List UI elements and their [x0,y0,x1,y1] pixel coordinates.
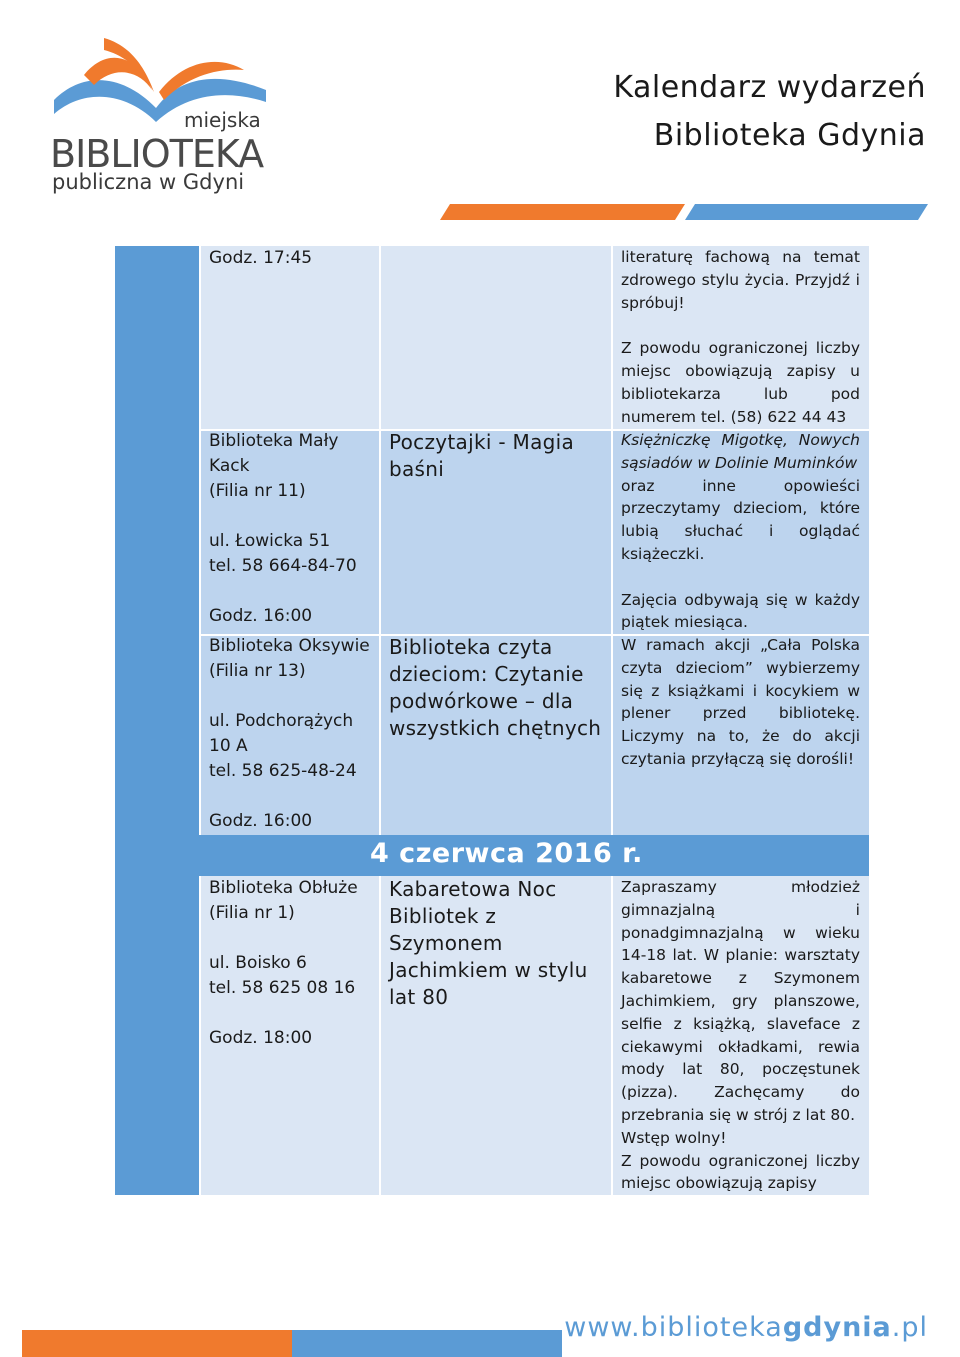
grid-line [379,876,381,1195]
row-highlight [380,430,611,835]
event-description: Zapraszamy młodzież gimnazjalną i ponadgimnazjalną w wieku 14-18 lat. W planie: warsztaty kabaretowe z Szymonem Jachimkiem, gry planszowe, selfie z książką, slaveface z ciekawymi okładkami, rewia mody lat 80, poczęstunek (pizza). Zachęcamy do przebrania się w strój z lat 80. Wstęp wolny! Z powodu ograniczonej liczby miejsc obowiązują zapisy [621,878,860,1193]
date-header: 4 czerwca 2016 r. [370,838,643,869]
grid-line [199,246,201,1195]
event-title: Kabaretowa Noc Bibliotek z Szymonem Jachimkiem w stylu lat 80 [389,877,588,1009]
header-title-line2: Biblioteka Gdynia [653,118,926,153]
event-title: Biblioteka czyta dzieciom: Czytanie podwórkowe – dla wszystkich chętnych [389,635,602,740]
grid-line [611,246,613,835]
logo-text-main: BIBLIOTEKA [50,132,264,176]
event-place: Biblioteka Oksywie (Filia nr 13) ul. Podchorążych 10 A tel. 58 625-48-24 Godz. 16:00 [209,636,370,831]
event-title: Poczytajki - Magia baśni [389,430,575,481]
event-place: Biblioteka Obłuże (Filia nr 1) ul. Boisko 6 tel. 58 625 08 16 Godz. 18:00 [209,878,358,1048]
library-logo [44,30,274,200]
footer-bar-blue [292,1330,562,1357]
logo-text-bottom: publiczna w Gdyni [52,170,245,194]
grid-line [611,876,613,1195]
event-description: literaturę fachową na temat zdrowego stylu życia. Przyjdź i spróbuj! Z powodu ograniczonej liczby miejsc obowiązują zapisy u bibliotekarza lub pod numerem tel. (58) 622 44 43 [621,248,860,426]
header-stripes [440,204,930,220]
event-description: W ramach akcji „Cała Polska czyta dzieciom” wybierzemy się z książkami i kocykiem w plener przed bibliotekę. Liczymy na to, że do akcji czytania przyłączą się dorośli! [621,636,860,768]
event-time: Godz. 17:45 [209,248,313,268]
calendar-side-column [115,246,199,1195]
header-title-line1: Kalendarz wydarzeń [613,70,926,105]
footer-bar-orange [22,1330,292,1357]
grid-line [379,246,381,835]
footer-website-link[interactable]: www.bibliotekagdynia.pl [564,1312,928,1343]
logo-text-top: miejska [184,108,261,132]
event-place: Biblioteka Mały Kack (Filia nr 11) ul. Łowicka 51 tel. 58 664-84-70 Godz. 16:00 [209,431,357,626]
event-description: Księżniczkę Migotkę, Nowych sąsiadów w Dolinie Muminków oraz inne opowieści przeczytamy dzieciom, które lubią słuchać i oglądać książeczki. Zajęcia odbywają się w każdy piątek miesiąca. [621,431,860,632]
